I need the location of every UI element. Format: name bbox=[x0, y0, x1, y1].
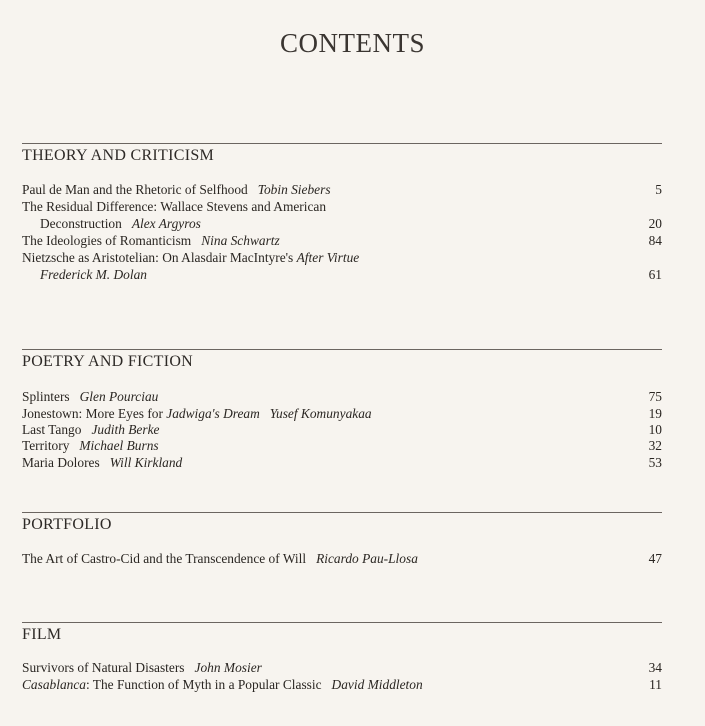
entry-page: 84 bbox=[648, 233, 662, 248]
entry-page: 5 bbox=[655, 182, 662, 197]
entry-author: Will Kirkland bbox=[109, 455, 183, 470]
entry-title: Paul de Man and the Rhetoric of Selfhood bbox=[22, 182, 248, 197]
entry-page: 11 bbox=[649, 677, 662, 692]
toc-entry bbox=[22, 198, 662, 216]
entry-author: Judith Berke bbox=[91, 422, 160, 437]
entry-page: 53 bbox=[648, 455, 662, 470]
entry-title: Jonestown: More Eyes for bbox=[22, 406, 167, 421]
section-heading-film: FILM bbox=[22, 626, 62, 643]
entry-author: Ricardo Pau-Llosa bbox=[316, 551, 418, 566]
toc-entry bbox=[22, 232, 662, 250]
entry-title-italic: Casablanca bbox=[22, 677, 86, 692]
entry-author: Alex Argyros bbox=[131, 216, 201, 231]
section-rule bbox=[22, 622, 662, 623]
entry-title: Nietzsche as Aristotelian: On Alasdair MacIntyre's bbox=[22, 250, 297, 265]
toc-entry bbox=[22, 249, 662, 267]
entry-author: Glen Pourciau bbox=[79, 389, 159, 404]
section-heading-portfolio: PORTFOLIO bbox=[22, 516, 112, 533]
entry-author: Michael Burns bbox=[79, 438, 159, 453]
section-rule bbox=[22, 349, 662, 350]
toc-entry bbox=[22, 550, 662, 568]
toc-entry bbox=[22, 659, 662, 677]
toc-entry bbox=[22, 676, 662, 694]
entry-author: Tobin Siebers bbox=[257, 182, 331, 197]
entry-page: 61 bbox=[648, 267, 662, 282]
entry-author: John Mosier bbox=[194, 660, 262, 675]
entry-title: The Art of Castro-Cid and the Transcendence of Will bbox=[22, 551, 307, 566]
toc-entry bbox=[22, 388, 662, 406]
entry-page: 19 bbox=[648, 406, 662, 421]
entry-page: 47 bbox=[648, 551, 662, 566]
entry-page: 34 bbox=[648, 660, 662, 675]
entry-author: Nina Schwartz bbox=[201, 233, 280, 248]
entry-title: The Ideologies of Romanticism bbox=[22, 233, 192, 248]
entry-author: David Middleton bbox=[331, 677, 423, 692]
section-heading-theory: THEORY AND CRITICISM bbox=[22, 147, 215, 164]
section-rule bbox=[22, 143, 662, 144]
section-rule bbox=[22, 512, 662, 513]
entry-page: 10 bbox=[648, 422, 662, 437]
toc-entry bbox=[22, 454, 662, 472]
entry-page: 75 bbox=[648, 389, 662, 404]
entry-page: 20 bbox=[648, 216, 662, 231]
entry-title: Maria Dolores bbox=[22, 455, 100, 470]
entry-page: 32 bbox=[648, 438, 662, 453]
entry-author: Frederick M. Dolan bbox=[40, 267, 147, 282]
section-heading-poetry: POETRY AND FICTION bbox=[22, 353, 194, 370]
entry-title: Deconstruction bbox=[40, 216, 122, 231]
page-title: CONTENTS bbox=[280, 28, 425, 58]
toc-entry bbox=[40, 215, 662, 233]
entry-title: Survivors of Natural Disasters bbox=[22, 660, 185, 675]
entry-title: The Residual Difference: Wallace Stevens and American bbox=[22, 199, 327, 214]
toc-entry bbox=[22, 181, 662, 199]
entry-title: Splinters bbox=[22, 389, 70, 404]
entry-title: Last Tango bbox=[22, 422, 82, 437]
entry-author: Yusef Komunyakaa bbox=[269, 406, 372, 421]
toc-entry bbox=[22, 437, 662, 455]
toc-entry bbox=[40, 266, 662, 284]
entry-title: : The Function of Myth in a Popular Classic bbox=[85, 677, 322, 692]
entry-title-italic: After Virtue bbox=[296, 250, 360, 265]
entry-title-italic: Jadwiga's Dream bbox=[166, 406, 260, 421]
entry-title: Territory bbox=[22, 438, 70, 453]
